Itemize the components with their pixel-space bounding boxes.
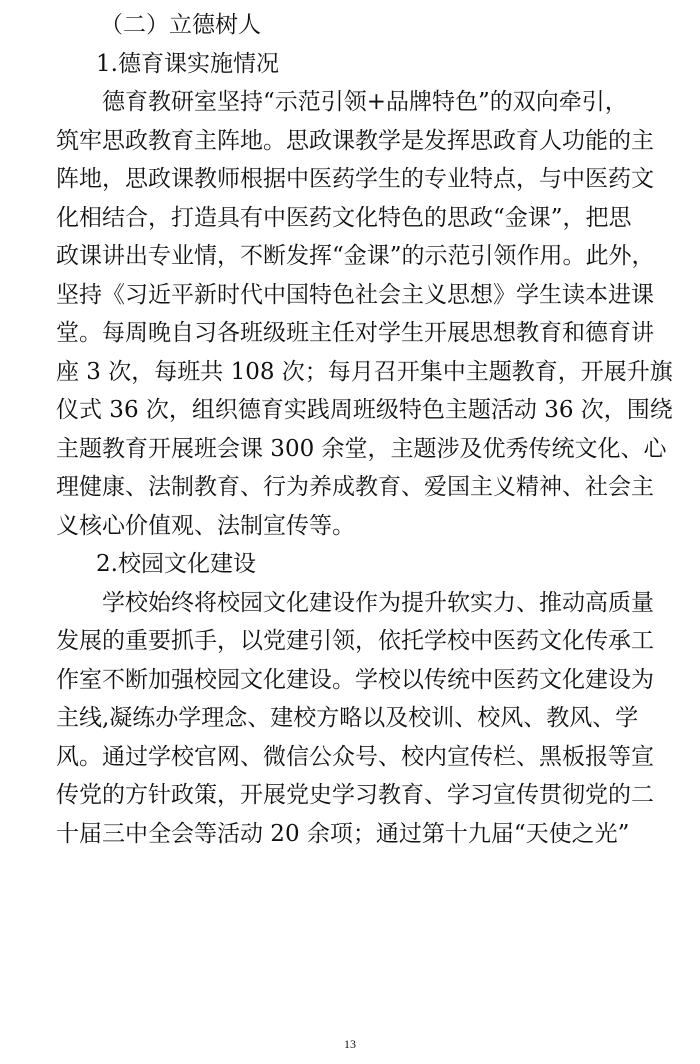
- paragraph-line: 座 3 次，每班共 108 次；每月召开集中主题教育，开展升旗: [56, 358, 673, 385]
- paragraph-line: 作室不断加强校园文化建设。学校以传统中医药文化建设为: [56, 666, 654, 693]
- paragraph-line: 主线,凝练办学理念、建校方略以及校训、校风、教风、学: [56, 705, 639, 731]
- subsection-heading-campus-culture: 2.校园文化建设: [96, 551, 256, 577]
- paragraph-line: 筑牢思政教育主阵地。思政课教学是发挥思政育人功能的主: [56, 127, 654, 154]
- body-text: [56, 6, 673, 853]
- paragraph-line: 理健康、法制教育、行为养成教育、爱国主义精神、社会主: [56, 474, 654, 500]
- paragraph-line: 仪式 36 次，组织德育实践周班级特色主题活动 36 次，围绕: [56, 397, 673, 423]
- paragraph-line: 风。通过学校官网、微信公众号、校内宣传栏、黑板报等宣: [56, 743, 654, 770]
- page-number: 13: [344, 1037, 356, 1051]
- section-heading: （二）立德树人: [100, 12, 261, 38]
- paragraph-line: 政课讲出专业情，不断发挥“金课”的示范引领作用。此外，: [56, 243, 655, 269]
- paragraph-line: 堂。每周晚自习各班级班主任对学生开展思想教育和德育讲: [56, 320, 654, 346]
- paragraph-line: 义核心价值观、法制宣传等。: [56, 512, 355, 539]
- paragraph-line: 德育教研室坚持“示范引领+品牌特色”的双向牵引，: [102, 89, 628, 115]
- paragraph-line: 坚持《习近平新时代中国特色社会主义思想》学生读本进课: [56, 281, 654, 308]
- paragraph-line: 发展的重要抓手，以党建引领，依托学校中医药文化传承工: [56, 628, 654, 654]
- paragraph-line: 传党的方针政策，开展党史学习教育、学习宣传贯彻党的二: [56, 782, 654, 808]
- paragraph-line: 化相结合，打造具有中医药文化特色的思政“金课”，把思: [56, 204, 632, 231]
- subsection-heading-moral-course: 1.德育课实施情况: [96, 50, 279, 77]
- paragraph-line: 十届三中全会等活动 20 余项；通过第十九届“天使之光”: [56, 820, 630, 847]
- paragraph-line: 阵地，思政课教师根据中医药学生的专业特点，与中医药文: [56, 166, 654, 192]
- paragraph-line: 主题教育开展班会课 300 余堂，主题涉及优秀传统文化、心: [56, 435, 667, 462]
- paragraph-line: 学校始终将校园文化建设作为提升软实力、推动高质量: [102, 589, 654, 616]
